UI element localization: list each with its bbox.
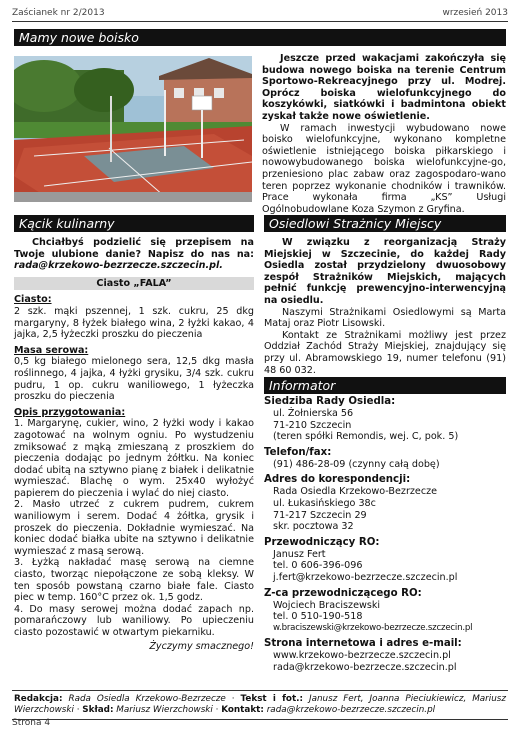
page-number: Strona 4 [12, 718, 51, 728]
recipe-step-3: 3. Łyżką nakładać masę serową na ciemne ciasto, tworząc niepołączone ze sobą kleksy. W ten sposób powstaną czarno białe fale. Ciasto piec w temp. 160°C przez ok. 1,5 godz. [14, 557, 254, 604]
footer-tekst-value: Janusz Fert, Joanna Pieciukiewicz, Mariusz Wierzchowski [14, 694, 507, 715]
footer-kontakt-value[interactable]: rada@krzekowo-bezrzecze.szczecin.pl [266, 705, 436, 715]
zastepca-line: tel. 0 510-190-518 [273, 611, 363, 623]
adres-label: Adres do korespondencji: [264, 474, 411, 486]
footer-kontakt-key: Kontakt: [221, 705, 264, 715]
issue-label: Zaścianek nr 2/2013 [12, 8, 105, 18]
boisko-article [262, 53, 506, 215]
informator-box [264, 396, 506, 674]
email-link[interactable]: rada@krzekowo-bezrzecze.szczecin.pl [273, 661, 457, 673]
tel-line: (91) 486-28-09 (czynny całą dobę) [273, 458, 440, 470]
straz-title: Osiedlowi Strażnicy Miejscy [264, 215, 506, 232]
page-header [12, 8, 508, 22]
recipe-steps-head: Opis przygotowania: [14, 406, 126, 418]
przewodniczacy-line: tel. 0 606-396-096 [273, 560, 363, 572]
adres-line: Rada Osiedla Krzekowo-Bezrzecze [273, 486, 438, 498]
kulinarny-article [14, 237, 254, 652]
boisko-lead: Jeszcze przed wakacjami zakończyła się budowa nowego boiska na terenie Centrum Sportowo-Rekreacyjnego przy ul. Modrej. Oprócz boiska wielofunkcyjnego do koszykówki, siatkówki i badmintona obiekt zyskał także nowe oświetlenie. [262, 53, 506, 122]
recipe-step-4: 4. Do masy serowej można dodać zapach np. pomarańczowy lub waniliowy. Po upieczeniu ciasto pozostawić w otwartym piekarniku. [14, 603, 254, 638]
przewodniczacy-line: Janusz Fert [273, 548, 326, 560]
recipe-name: Ciasto „FALA” [14, 277, 254, 291]
zastepca-email[interactable]: w.braciszewski@krzekowo-bezrzecze.szczecin.pl [273, 622, 473, 633]
kulinarny-title: Kącik kulinarny [14, 215, 254, 232]
zastepca-line: Wojciech Braciszewski [273, 599, 381, 611]
footer-sklad-value: Mariusz Wierzchowski [116, 705, 213, 715]
adres-line: 71-217 Szczecin 29 [273, 509, 367, 521]
tel-label: Telefon/fax: [264, 446, 332, 458]
straz-p2: Kontakt ze Strażnikami możliwy jest przez Oddział Zachód Straży Miejskiej, znajdujący się przy ul. Abramowskiego 19, numer telefonu (91) 48 60 032. [264, 329, 506, 376]
straz-article [264, 237, 506, 376]
recipe-section-head-masa: Masa serowa: [14, 344, 89, 356]
www-link[interactable]: www.krzekowo-bezrzecze.szczecin.pl [273, 650, 451, 662]
footer-separator: · [225, 694, 241, 704]
boisko-title: Mamy nowe boisko [14, 29, 506, 46]
siedziba-line: 71-210 Szczecin [273, 419, 352, 431]
recipe-section-head-ciasto: Ciasto: [14, 294, 52, 306]
date-label: wrzesień 2013 [442, 8, 508, 18]
kulinarny-intro [14, 237, 254, 272]
straz-p1: Naszymi Strażnikami Osiedlowymi są Marta Mataj oraz Piotr Lisowski. [264, 306, 506, 330]
adres-line: skr. pocztowa 32 [273, 521, 354, 533]
informator-title: Informator [264, 377, 506, 394]
recipe-step-1: 1. Margarynę, cukier, wino, 2 łyżki wody i kakao zagotować na wolnym ogniu. Po wystudzeniu zmiksować z mąką zmieszaną z proszkiem do pieczenia dodając po jednym żółtku. Na koniec dodać ubitą na sztywno pianę z białek i delikatnie wymieszać. Blachę o wym. 25x40 wyłożyć papierem do pieczenia i wylać do niej ciasto. [14, 418, 254, 499]
zastepca-label: Z-ca przewodniczącego RO: [264, 587, 422, 599]
kulinarny-intro-text: Chciałbyś podzielić się przepisem na Twoje ulubione danie? Napisz do nas na: [14, 237, 254, 260]
footer-redakcja-key: Redakcja: [14, 694, 63, 704]
recipe-step-2: 2. Masło utrzeć z cukrem pudrem, cukrem waniliowym i serem. Dodać 4 żółtka, grysik i proszek do pieczenia. Dokładnie wymieszać. Na koniec dodać białka ubite na sztywno i delikatnie wymieszać z masą serową. [14, 499, 254, 557]
www-label: Strona internetowa i adres e-mail: [264, 638, 462, 650]
footer-sklad-key: Skład: [82, 705, 114, 715]
sports-field-image [14, 56, 252, 202]
boisko-body: W ramach inwestycji wybudowano nowe boisko wielofunkcyjne, wykonano kompletne oświetlenie istniejącego boiska piłkarskiego i nowowybudowanego boiska wielofunkcyjne-go, przeniesiono plac zabaw oraz zagospodaro-wano teren poprzez wykonanie chodników i trawników. Prace wykonała firma „KS” Usługi Ogólnobudowlane Koza Szymon z Gryfina. [262, 122, 506, 215]
adres-line: ul. Łukasińskiego 38c [273, 497, 376, 509]
siedziba-line: ul. Żołnierska 56 [273, 408, 354, 419]
footer-tekst-key: Tekst i fot.: [240, 694, 304, 704]
straz-lead: W związku z reorganizacją Straży Miejskiej w Szczecinie, do każdej Rady Osiedla został przydzielony dwuosobowy zespół Strażników Miejskich, mających pełnić funkcję prewencyjno-interwencyjną na osiedlu. [264, 237, 506, 306]
siedziba-line: (teren spółki Remondis, wej. C, pok. 5) [273, 431, 459, 443]
przewodniczacy-label: Przewodniczący RO: [264, 536, 380, 548]
recipe-section-text-masa: 0,5 kg białego mielonego sera, 12,5 dkg masła roślinnego, 4 jajka, 4 łyżki grysiku, 3/4 szk. cukru pudru, 1 op. cukru waniliowego, 1 łyżeczka proszku do pieczenia [14, 356, 254, 403]
sports-field-photo [14, 56, 252, 202]
przewodniczacy-email[interactable]: j.fert@krzekowo-bezrzecze.szczecin.pl [273, 571, 458, 583]
footer-redakcja-value: Rada Osiedla Krzekowo-Bezrzecze [68, 694, 226, 704]
recipe-section-text-ciasto: 2 szk. mąki pszennej, 1 szk. cukru, 25 dkg margaryny, 8 łyżek białego wina, 2 łyżki kakao, 4 jajka, 2,5 łyżeczki proszku do pieczenia [14, 305, 254, 341]
footer-separator: · [212, 705, 222, 715]
kulinarny-email[interactable]: rada@krzekowo-bezrzecze.szczecin.pl. [14, 260, 223, 272]
footer-separator: · [73, 705, 83, 715]
siedziba-label: Siedziba Rady Osiedla: [264, 396, 396, 407]
recipe-closing: Życzymy smacznego! [149, 640, 254, 652]
credits-footer [12, 690, 508, 720]
